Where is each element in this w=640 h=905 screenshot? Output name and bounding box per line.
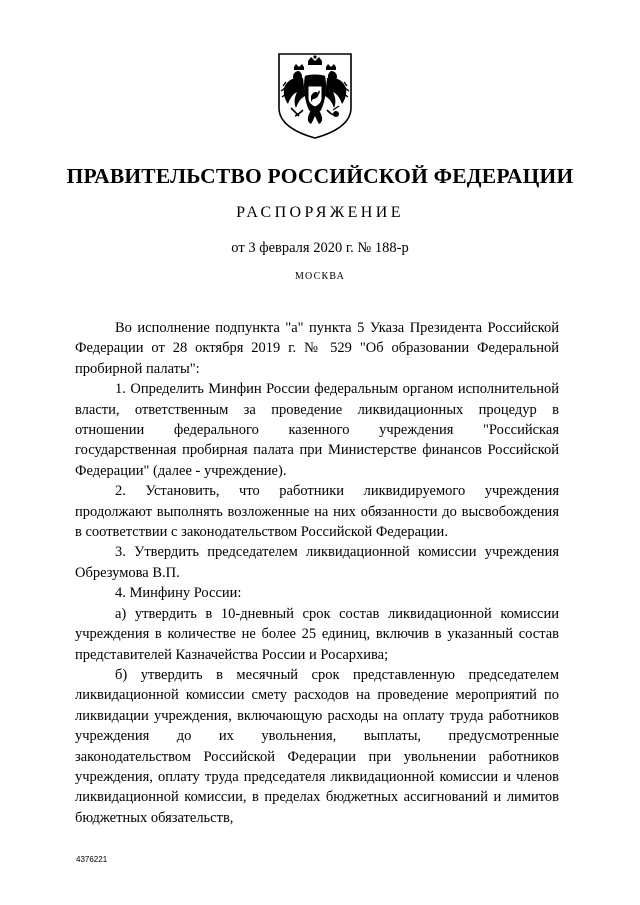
document-city: МОСКВА <box>294 271 346 282</box>
government-title: ПРАВИТЕЛЬСТВО РОССИЙСКОЙ ФЕДЕРАЦИИ <box>66 164 574 188</box>
clause-4a-paragraph: а) утвердить в 10-дневный срок состав ликвидационной комиссии учреждения в количестве не более 25 единиц, включив в указанный состав представителей Казначейства России и Росархива; <box>75 605 559 663</box>
clause-4b-paragraph: б) утвердить в месячный срок представленную председателем ликвидационной комиссии смету расходов на проведение мероприятий по ликвидации учреждения, включающую расходы на оплату труда работников учреждения до их увольнения, выплаты, предусмотренные законодательством Российской Федерации при увольнении работников учреждения, оплату труда председателя ликвидационной комиссии и членов ликвидационной комиссии, в пределах бюджетных ассигнований и лимитов бюджетных обязательств, <box>75 666 559 826</box>
clause-2-paragraph: 2. Установить, что работники ликвидируемого учреждения продолжают выполнять возложенные на них обязанности до высвобождения в соответствии с законодательством Российской Федерации. <box>75 483 559 541</box>
coat-of-arms-emblem <box>277 52 353 140</box>
document-body <box>75 318 559 828</box>
document-code: 4376221 <box>76 855 108 864</box>
clause-3-paragraph: 3. Утвердить председателем ликвидационной комиссии учреждения Обрезумова В.П. <box>75 544 559 581</box>
clause-4-paragraph: 4. Минфину России: <box>115 585 242 602</box>
preamble-paragraph: Во исполнение подпункта "а" пункта 5 Указа Президента Российской Федерации от 28 октября 2019 г. № 529 "Об образовании Федеральной пробирной палаты": <box>75 320 559 377</box>
document-date-number: от 3 февраля 2020 г. № 188-р <box>231 240 409 256</box>
document-type: РАСПОРЯЖЕНИЕ <box>236 204 404 221</box>
clause-1-paragraph: 1. Определить Минфин России федеральным органом исполнительной власти, ответственным за проведение ликвидационных процедур в отношении федерального казенного учреждения "Российская государственная пробирная палата при Министерстве финансов Российской Федерации" (далее - учреждение). <box>75 381 559 479</box>
